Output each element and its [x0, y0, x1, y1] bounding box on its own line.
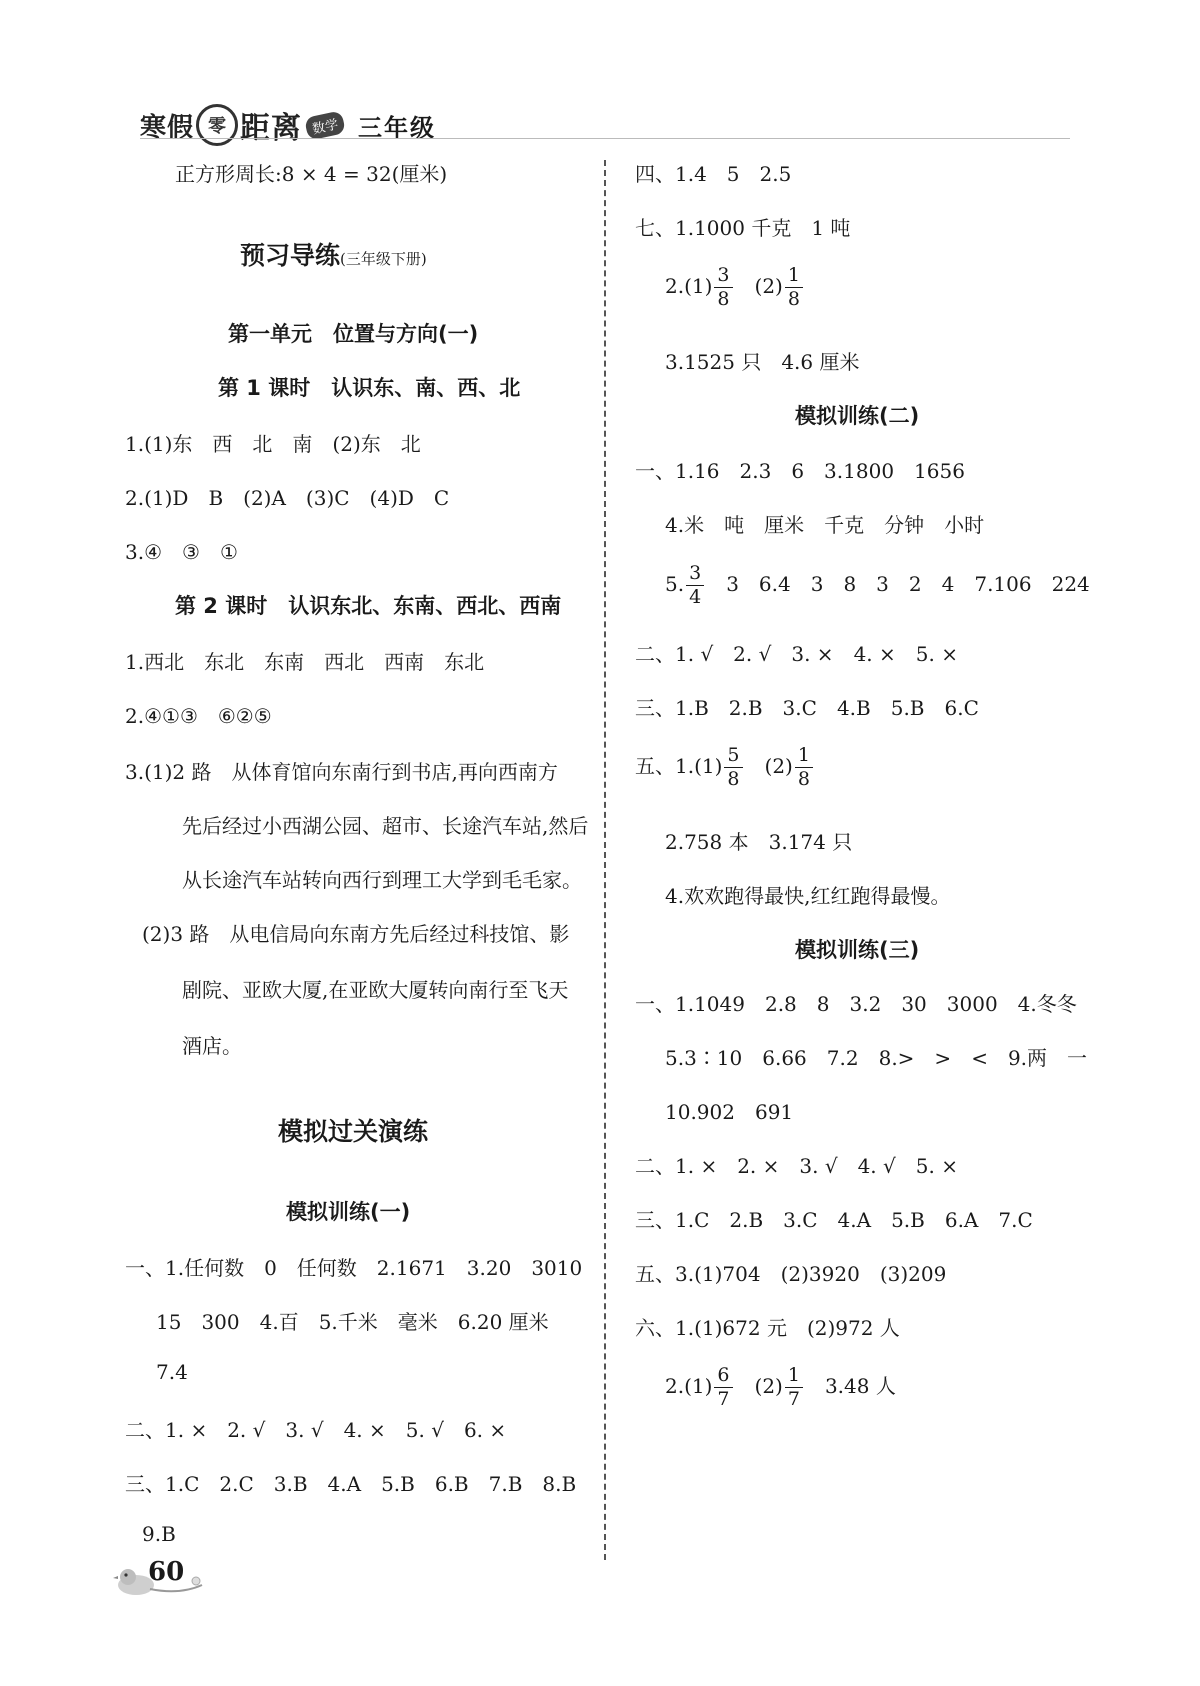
answer-line: 一、1.16 2.3 6 3.1800 1656: [635, 459, 965, 483]
answer-line: 3.(1)2 路 从体育馆向东南行到书店,再向西南方: [125, 760, 558, 784]
answer-prefix: 5.: [665, 572, 685, 596]
header-rule: [140, 138, 1070, 139]
training-2-title: 模拟训练(二): [795, 404, 920, 428]
lesson-title-2: 第 2 课时 认识东北、东南、西北、西南: [175, 594, 562, 618]
answer-line: 四、1.4 5 2.5: [635, 162, 792, 186]
answer-prefix: 五、1.(1): [635, 754, 723, 778]
answer-part: (2): [764, 754, 793, 778]
answer-line: 7.4: [156, 1360, 188, 1384]
answer-part: (2): [754, 1374, 783, 1398]
answer-line: 二、1. × 2. √ 3. √ 4. × 5. √ 6. ×: [125, 1418, 507, 1442]
fraction: [795, 746, 813, 789]
training-1-title: 模拟训练(一): [286, 1200, 411, 1224]
fraction-answer-line: [665, 1366, 896, 1409]
numerator: 1: [795, 746, 813, 768]
numerator: 5: [724, 746, 742, 768]
preview-heading: [240, 236, 427, 272]
lesson-title-1: 第 1 课时 认识东、南、西、北: [218, 376, 521, 400]
answer-line: 三、1.B 2.B 3.C 4.B 5.B 6.C: [635, 696, 979, 720]
page-header: [140, 105, 436, 145]
answer-line: 剧院、亚欧大厦,在亚欧大厦转向南行至飞天: [182, 978, 569, 1002]
answer-line: 三、1.C 2.B 3.C 4.A 5.B 6.A 7.C: [635, 1208, 1033, 1232]
fraction: [714, 266, 732, 309]
unit-title: 第一单元 位置与方向(一): [228, 322, 479, 346]
denominator: 8: [797, 768, 810, 790]
answer-line: 一、1.任何数 0 任何数 2.1671 3.20 3010: [125, 1256, 583, 1280]
answer-line: 9.B: [142, 1522, 176, 1546]
answer-line: 2.758 本 3.174 只: [665, 830, 853, 854]
denominator: 7: [717, 1388, 730, 1410]
answer-part: 3 6.4 3 8 3 2 4 7.106 224: [726, 572, 1090, 596]
answer-line: 10.902 691: [665, 1100, 794, 1124]
numerator: 6: [714, 1366, 732, 1388]
answer-line: 酒店。: [182, 1034, 242, 1058]
fraction: [714, 1366, 732, 1409]
square-perimeter-line: 正方形周长:8 × 4 = 32(厘米): [175, 162, 448, 186]
fraction-answer-line: [635, 746, 815, 789]
answer-line: 从长途汽车站转向西行到理工大学到毛毛家。: [182, 868, 582, 892]
logo-text-1: 寒假: [140, 112, 195, 143]
answer-line: 4.米 吨 厘米 千克 分钟 小时: [665, 513, 985, 537]
answer-line: 二、1. √ 2. √ 3. × 4. × 5. ×: [635, 642, 958, 666]
denominator: 8: [727, 768, 740, 790]
answer-line: 七、1.1000 千克 1 吨: [635, 216, 851, 240]
answer-line: 二、1. × 2. × 3. √ 4. √ 5. ×: [635, 1154, 958, 1178]
answer-line: 3.④ ③ ①: [125, 540, 238, 564]
answer-line: 2.(1)D B (2)A (3)C (4)D C: [125, 486, 450, 510]
numerator: 3: [686, 564, 704, 586]
fraction: [686, 564, 704, 607]
fraction: [785, 1366, 803, 1409]
answer-prefix: 2.(1): [665, 1374, 713, 1398]
column-divider: [604, 160, 606, 1560]
numerator: 3: [714, 266, 732, 288]
logo-circle: 零: [196, 104, 238, 146]
answer-line: 3.1525 只 4.6 厘米: [665, 350, 860, 374]
numerator: 1: [785, 1366, 803, 1388]
denominator: 8: [717, 288, 730, 310]
denominator: 8: [787, 288, 800, 310]
answer-line: 五、3.(1)704 (2)3920 (3)209: [635, 1262, 947, 1286]
answer-line: 5.3∶10 6.66 7.2 8.> > < 9.两 一: [665, 1046, 1088, 1070]
answer-line: 三、1.C 2.C 3.B 4.A 5.B 6.B 7.B 8.B: [125, 1472, 577, 1496]
denominator: 7: [787, 1388, 800, 1410]
page-number-badge: [110, 1555, 210, 1599]
answer-line: 一、1.1049 2.8 8 3.2 30 3000 4.冬冬: [635, 992, 1077, 1016]
fraction-answer-line: [665, 564, 1090, 607]
training-3-title: 模拟训练(三): [795, 938, 920, 962]
answer-line: 15 300 4.百 5.千米 毫米 6.20 厘米: [156, 1310, 549, 1334]
answer-line: (2)3 路 从电信局向东南方先后经过科技馆、影: [142, 922, 570, 946]
answer-prefix: 2.(1): [665, 274, 713, 298]
subject-tag: 数学: [304, 110, 346, 140]
page-number: 60: [148, 1557, 185, 1587]
logo-text-2: 距离: [240, 111, 303, 146]
grade-label: 三年级: [358, 113, 437, 142]
answer-part: (2): [754, 274, 783, 298]
answer-part: 3.48 人: [824, 1374, 896, 1398]
preview-title: 预习导练: [240, 241, 341, 270]
fraction: [785, 266, 803, 309]
fraction-answer-line: [665, 266, 805, 309]
mock-section-title: 模拟过关演练: [278, 1117, 429, 1146]
fraction: [724, 746, 742, 789]
numerator: 1: [785, 266, 803, 288]
answer-line: 2.④①③ ⑥②⑤: [125, 704, 272, 728]
answer-line: 六、1.(1)672 元 (2)972 人: [635, 1316, 900, 1340]
answer-line: 先后经过小西湖公园、超市、长途汽车站,然后: [182, 814, 589, 838]
answer-line: 1.(1)东 西 北 南 (2)东 北: [125, 432, 421, 456]
answer-line: 4.欢欢跑得最快,红红跑得最慢。: [665, 884, 951, 908]
preview-subtitle: (三年级下册): [340, 250, 427, 268]
answer-line: 1.西北 东北 东南 西北 西南 东北: [125, 650, 485, 674]
denominator: 4: [689, 586, 702, 608]
